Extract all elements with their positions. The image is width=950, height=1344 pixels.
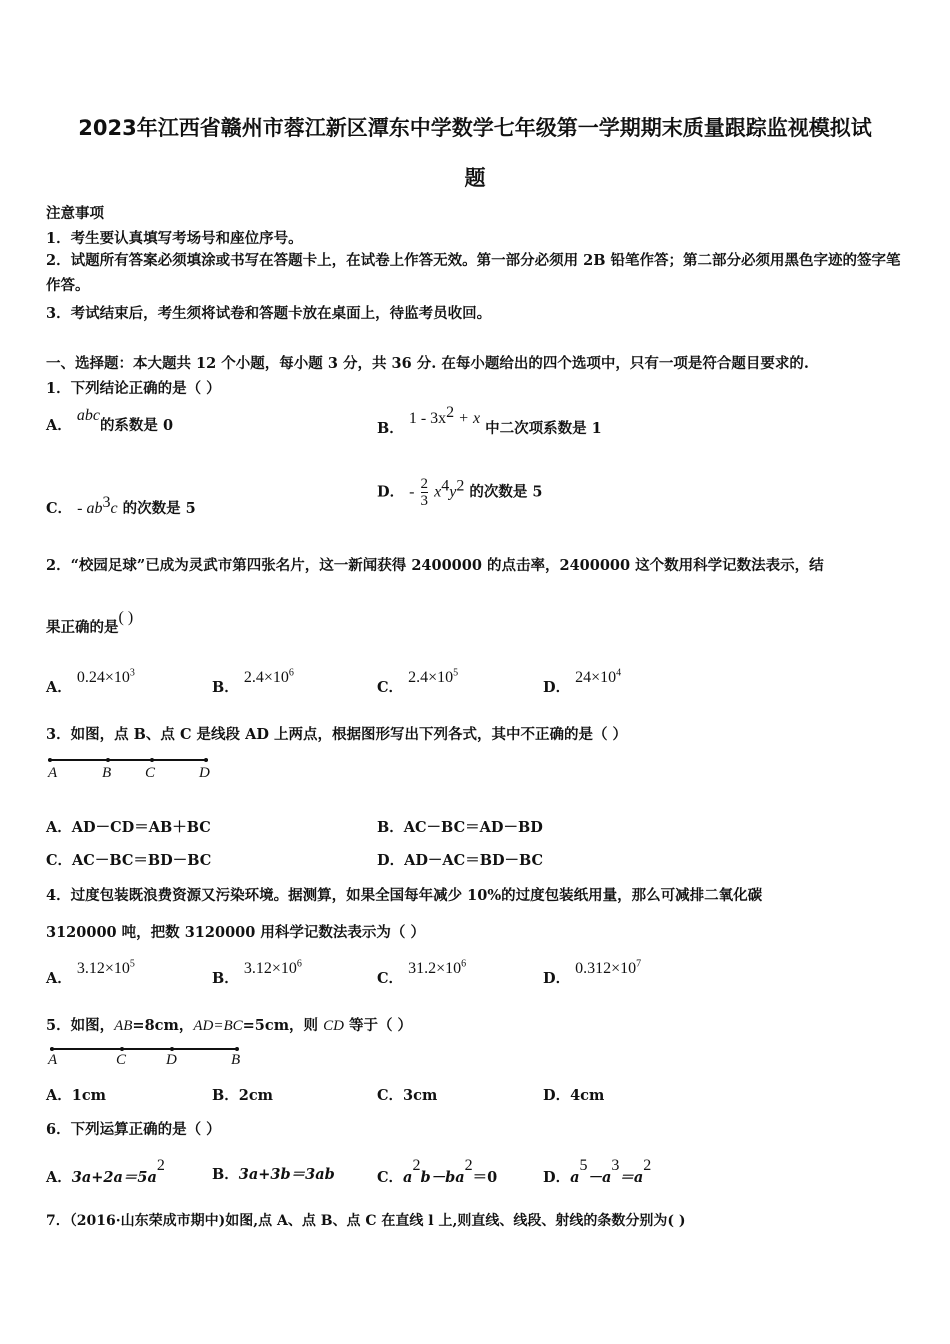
q4-option-b[interactable] [212,958,302,988]
q5-label-c: C [116,1052,127,1068]
q6-c-p1: a [403,1168,413,1186]
q5-option-b[interactable] [212,1084,273,1105]
q2-b-base: 2.4×10 [243,669,289,686]
q5-b-text: 2cm [238,1087,274,1104]
q3-c-label: C． [46,852,73,869]
q6-c-e1: 2 [412,1157,421,1174]
q4-b-base: 3.12×10 [243,960,297,977]
exam-title-line2: 题 [464,166,486,190]
q1-d-den: 3 [420,493,429,509]
q2-stem-2 [46,609,134,637]
q3-segment-line [48,759,208,761]
q1-option-c[interactable] [46,494,196,518]
q5-segment-figure [50,1046,245,1074]
q1-d-num: 2 [420,476,429,492]
q5-point-a [50,1047,54,1051]
q1-b-label: B． [377,419,404,437]
q3-label-d: D [199,765,210,781]
q1-a-math: abc [76,407,100,424]
q2-a-exp: 3 [129,667,135,679]
q5-point-d [170,1047,174,1051]
q4-d-base: 0.312×10 [575,960,637,977]
q1-b-math1: 1 - 3x [408,409,447,427]
q3-b-label: B． [377,819,404,836]
q5-option-d[interactable] [543,1084,604,1105]
q5-stem-pre: 5．如图， [46,1017,115,1034]
q4-stem: 4．过度包装既浪费资源又污染环境。据测算，如果全国每年减少 10%的过度包装纸用量，那么可减排二氧化碳 [46,887,763,904]
q6-b-label: B． [212,1166,239,1183]
q4-a-base: 3.12×10 [76,960,130,977]
q4-c-base: 31.2×10 [408,960,462,977]
q5-d-label: D． [543,1087,571,1104]
q3-label-b: B [102,765,112,781]
q2-c-exp: 5 [453,667,459,679]
q3-point-b [106,758,110,762]
q6-d-e1: 5 [579,1157,588,1174]
q5-option-a[interactable] [46,1084,106,1105]
q6-c-e2: 2 [464,1157,473,1174]
q3-option-c[interactable] [46,849,211,870]
q3-d-label: D． [377,852,405,869]
q1-stem: 1．下列结论正确的是（ ） [46,380,221,397]
q6-c-p2: b－ba [420,1168,465,1186]
q6-option-b[interactable] [212,1163,335,1184]
q5-stem-t3: 等于（ ） [343,1017,413,1034]
q5-label-b: B [231,1052,241,1068]
q2-stem-2-text: 果正确的是 [46,619,119,636]
q1-option-a[interactable] [46,407,174,435]
q6-d-p2: －a [587,1168,612,1186]
q4-stem-2: 3120000 吨，把数 3120000 用科学记数法表示为（ ） [46,924,425,941]
q1-d-exp1: 4 [441,477,450,495]
q7-stem: 7．（2016·山东荣成市期中)如图,点 A、点 B、点 C 在直线 l 上,则直线、线段、射线的条数分别为( ) [46,1213,686,1229]
q1-d-label: D． [377,483,405,501]
q5-stem-t1: =8cm， [132,1017,194,1034]
q6-c-p3: ＝0 [472,1168,498,1186]
q3-b-text: AC－BC＝AD－BD [403,819,543,836]
q2-c-label: C． [377,679,404,696]
q3-c-text: AC－BC＝BD－BC [72,852,212,869]
q2-d-base: 24×10 [575,669,617,686]
q1-b-math2: + x [454,409,481,427]
q3-segment-figure [48,757,213,785]
q2-option-a[interactable] [46,667,135,697]
q4-c-exp: 6 [461,958,467,970]
q5-point-c [120,1047,124,1051]
q3-label-a: A [48,765,58,781]
q5-stem-t2: =5cm，则 [242,1017,324,1034]
q3-stem: 3．如图，点 B、点 C 是线段 AD 上两点，根据图形写出下列各式，其中不正确的是（ ） [46,726,627,743]
q6-option-c[interactable] [377,1157,498,1187]
q3-option-a[interactable] [46,816,211,837]
q6-a-text: 3a+2a＝5a [71,1168,157,1186]
q4-c-label: C． [377,970,404,987]
q1-b-exp: 2 [446,404,455,421]
notice-heading: 注意事项 [46,205,104,222]
q5-d-text: 4cm [570,1087,605,1104]
q2-b-exp: 6 [288,667,294,679]
q6-stem: 6．下列运算正确的是（ ） [46,1121,221,1138]
q1-d-sign: - [409,483,415,501]
q6-d-e3: 2 [643,1157,652,1174]
q6-a-label: A． [46,1168,72,1186]
q4-a-exp: 5 [129,958,135,970]
q5-label-d: D [166,1052,177,1068]
q5-label-a: A [48,1052,58,1068]
q2-stem: 2．“校园足球”已成为灵武市第四张名片，这一新闻获得 2400000 的点击率，2400000 这个数用科学记数法表示，结 [46,557,824,574]
notice-item-3: 3．考试结束后，考生须将试卷和答题卡放在桌面上，待监考员收回。 [46,305,492,322]
q1-a-label: A． [46,417,72,434]
q5-stem-ab: AB [114,1018,133,1034]
q2-c-base: 2.4×10 [408,669,454,686]
q4-a-label: A． [46,970,72,987]
q5-segment-line [50,1048,238,1050]
q3-d-text: AD－AC＝BD－BC [404,852,544,869]
q2-option-d[interactable] [543,667,622,697]
q2-option-c[interactable] [377,667,459,697]
q4-option-d[interactable] [543,958,642,988]
q5-a-label: A． [46,1087,72,1104]
q6-a-exp: 2 [156,1157,165,1174]
q3-point-a [48,758,52,762]
q1-d-text: 的次数是 5 [469,483,543,501]
q4-option-a[interactable] [46,958,135,988]
q1-d-exp2: 2 [456,477,465,495]
q3-option-b[interactable] [377,816,543,837]
q6-d-p3: ＝a [619,1168,644,1186]
q6-option-d[interactable] [543,1157,652,1187]
q3-a-label: A． [46,819,72,836]
q6-c-label: C． [377,1168,404,1186]
q4-option-c[interactable] [377,958,467,988]
q1-option-b[interactable] [377,404,602,438]
q5-a-text: 1cm [71,1087,107,1104]
q5-c-label: C． [377,1087,404,1104]
q2-a-base: 0.24×10 [76,669,130,686]
q2-d-exp: 4 [616,667,622,679]
q5-c-text: 3cm [403,1087,438,1104]
notice-item-2: 2．试题所有答案必须填涂或书写在答题卡上，在试卷上作答无效。第一部分必须用 2B 铅笔作答；第二部分必须用黑色字迹的签字笔作答。 [46,252,901,294]
q3-option-d[interactable] [377,849,543,870]
q1-c-label: C． [46,499,73,517]
q4-d-label: D． [543,970,571,987]
q2-b-label: B． [212,679,239,696]
q3-point-c [150,758,154,762]
q1-c-exp: 3 [102,494,111,511]
q3-point-d [204,758,208,762]
q6-option-a[interactable] [46,1157,165,1187]
q2-a-label: A． [46,679,72,696]
q2-d-label: D． [543,679,571,696]
q1-d-math2: y [449,483,457,501]
q5-point-b [235,1047,239,1051]
q1-c-text: 的次数是 5 [122,499,196,517]
q5-b-label: B． [212,1087,239,1104]
q1-c-math: - ab [77,499,103,517]
q5-option-c[interactable] [377,1084,437,1105]
q5-stem-adbc: AD=BC [193,1018,243,1034]
q6-d-e2: 3 [611,1157,620,1174]
q1-b-text: 中二次项系数是 1 [485,419,602,437]
q3-a-text: AD－CD＝AB＋BC [71,819,211,836]
q4-d-exp: 7 [636,958,642,970]
q2-option-b[interactable] [212,667,294,697]
exam-title-line1: 2023年江西省赣州市蓉江新区潭东中学数学七年级第一学期期末质量跟踪监视模拟试 [78,116,872,140]
notice-item-1: 1．考生要认真填写考场号和座位序号。 [46,230,303,247]
q6-d-p1: a [570,1168,580,1186]
section-heading: 一、选择题：本大题共 12 个小题，每小题 3 分，共 36 分. 在每小题给出的四个选项中，只有一项是符合题目要求的. [46,355,809,372]
q4-b-label: B． [212,970,239,987]
q4-b-exp: 6 [296,958,302,970]
q3-label-c: C [145,765,156,781]
q1-option-d[interactable] [377,476,543,509]
q5-stem-cd: CD [323,1018,344,1034]
q5-stem [46,1014,412,1035]
q1-d-math: x [434,483,442,501]
q6-d-label: D． [543,1168,571,1186]
q1-a-text: 的系数是 0 [99,417,174,434]
q2-paren: ( ) [118,609,134,626]
q6-b-text: 3a+3b＝3ab [238,1166,335,1183]
q1-c-math2: c [110,499,118,517]
